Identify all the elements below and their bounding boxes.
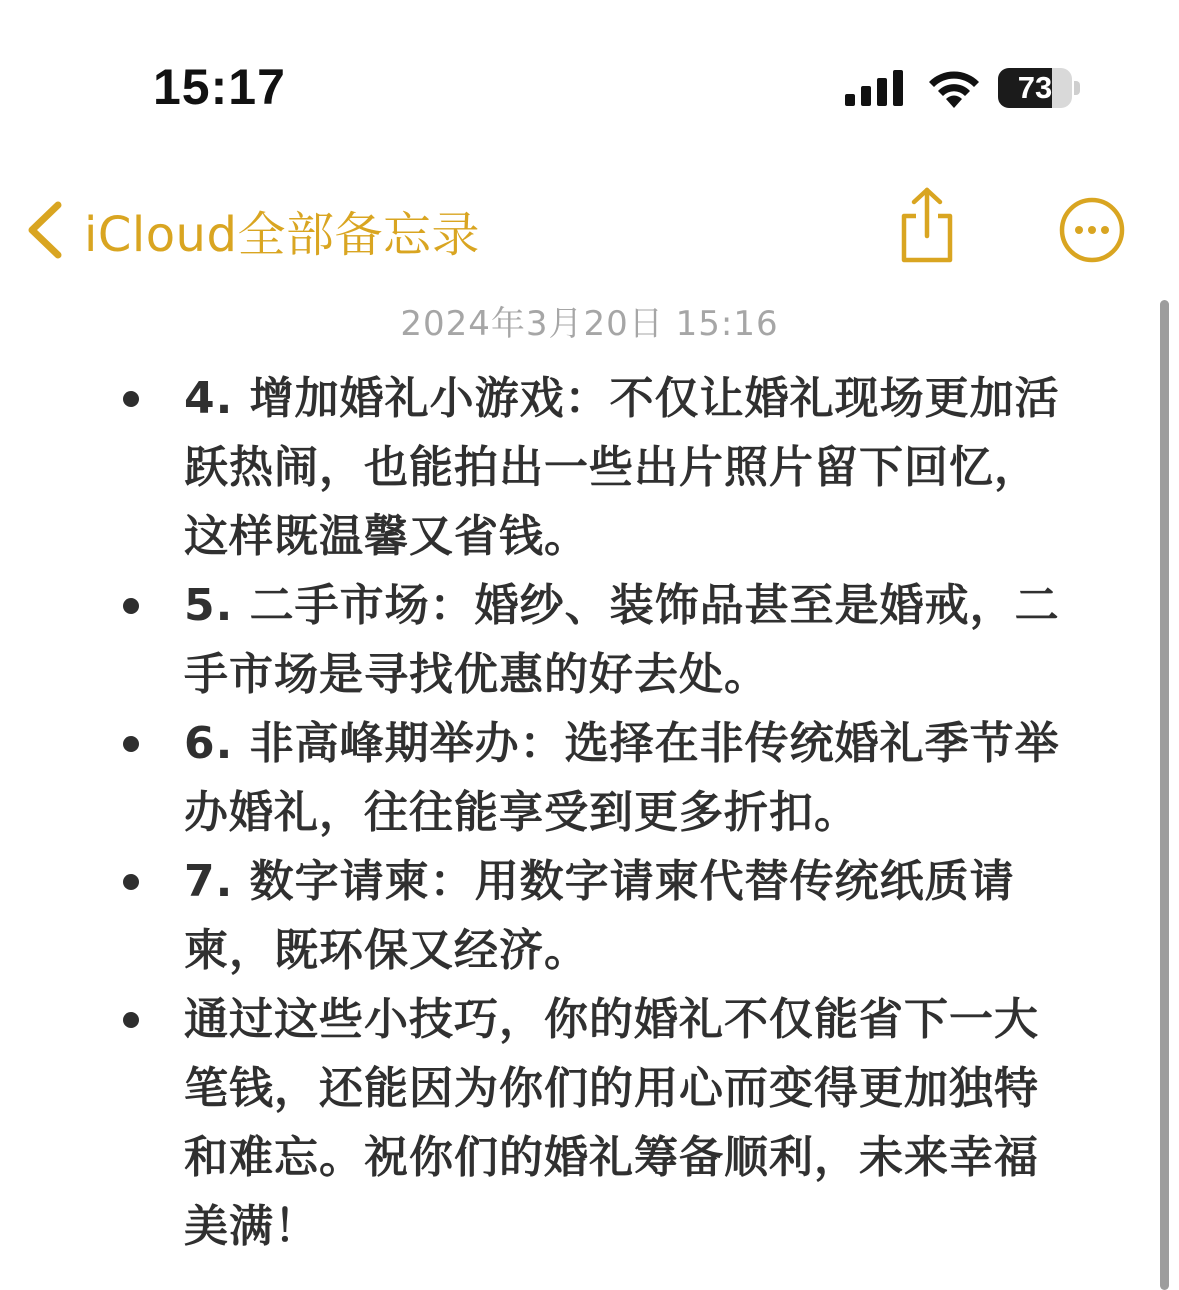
note-body[interactable] [118,364,1078,1261]
battery-body [998,68,1072,108]
bullet-icon [123,598,139,614]
bullet-icon [123,391,139,407]
bullet-icon [123,736,139,752]
ellipsis-circle-icon[interactable] [1058,196,1126,264]
scrollbar[interactable] [1160,300,1169,1290]
battery-indicator [998,68,1082,108]
list-item [118,709,1078,847]
list-item [118,571,1078,709]
bullet-icon [123,1012,139,1028]
share-icon[interactable] [894,186,960,266]
back-button[interactable] [22,190,480,270]
status-bar [0,0,1179,150]
wifi-icon [926,66,982,108]
bullet-icon [123,874,139,890]
list-item-text: 通过这些小技巧，你的婚礼不仅能省下一大笔钱，还能因为你们的用心而变得更加独特和难忘。祝你们的婚礼筹备顺利，未来幸福美满！ [184,994,1039,1252]
list-item [118,985,1078,1261]
list-item-text: 4. 增加婚礼小游戏：不仅让婚礼现场更加活跃热闹，也能拍出一些出片照片留下回忆，这样既温馨又省钱。 [184,373,1060,562]
status-time: 15:17 [153,59,286,115]
chevron-left-icon [22,199,66,261]
battery-level: 73 [1017,70,1053,105]
note-date: 2024年3月20日 15:16 [400,304,779,344]
list-item-text: 6. 非高峰期举办：选择在非传统婚礼季节举办婚礼，往往能享受到更多折扣。 [184,718,1060,838]
list-item-text: 5. 二手市场：婚纱、装饰品甚至是婚戒，二手市场是寻找优惠的好去处。 [184,580,1060,700]
battery-cap [1074,81,1080,95]
back-label: iCloud全部备忘录 [84,206,480,263]
list-item-text: 7. 数字请柬：用数字请柬代替传统纸质请柬，既环保又经济。 [184,856,1015,976]
cellular-signal-icon [845,70,905,106]
list-item [118,847,1078,985]
list-item [118,364,1078,571]
